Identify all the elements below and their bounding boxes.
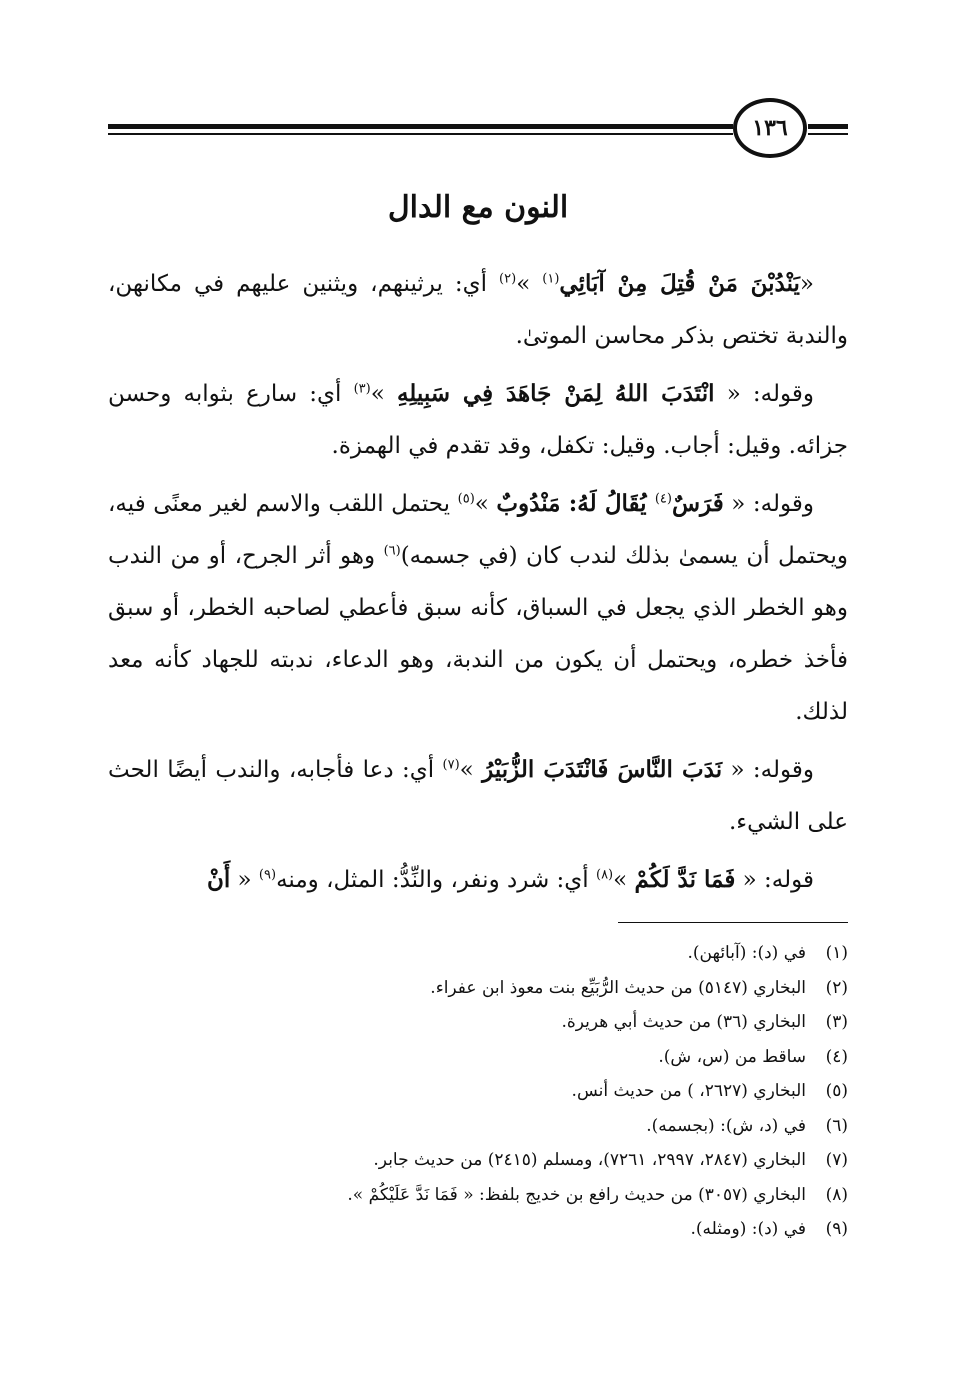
footnote-ref: (٥)	[457, 491, 475, 507]
footnote-ref: (٤)	[654, 491, 672, 507]
hadith-quote: فَمَا نَدَّ لَكُمْ	[634, 866, 736, 893]
footnote-text: البخاري (٣٦) من حديث أبي هريرة.	[561, 1012, 806, 1032]
footnote-ref: (٧)	[442, 757, 460, 773]
commentary-text: أي: شرد ونفر، والنِّدُّ: المثل، ومنه	[276, 867, 596, 893]
commentary-text: وهو أثر الجرح، أو من الندب وهو الخطر الذي يجعل في السباق، كأنه سبق فأعطي لصاحبه الخطر، أو سبق فأخذ خطره، ويحتمل أن يكون من الندبة، وهو الدعاء، ندبته للجهاد كأنه معد لذلك.	[108, 543, 848, 725]
footnote-number: (٨)	[825, 1184, 848, 1205]
footnote-item	[108, 971, 848, 1006]
header-thick-line-right	[808, 124, 848, 129]
footnote-item	[108, 1074, 848, 1109]
commentary-text: وقوله: «	[723, 491, 815, 517]
commentary-text: أي: يرثينهم، ويثنين عليهم في مكانهن، والندبة تختص بذكر محاسن الموتىٰ.	[108, 271, 848, 349]
commentary-text: يحتمل اللقب والاسم لغير معنًى فيه، ويحتمل أن يسمىٰ بذلك لندب كان (في جسمه)	[108, 491, 849, 569]
footnote-item	[108, 1212, 848, 1247]
footnote-text: البخاري (٢٨٤٧، ٢٩٩٧، ٧٢٦١)، ومسلم (٢٤١٥) من حديث جابر.	[373, 1150, 806, 1170]
paragraph	[108, 258, 848, 362]
footnote-number: (١)	[825, 943, 848, 963]
footnote-text: ساقط من (س، ش).	[658, 1046, 806, 1067]
footnote-number: (٩)	[825, 1219, 848, 1239]
footnote-number: (٢)	[825, 977, 848, 998]
commentary-text: «	[230, 867, 259, 893]
commentary-text: »	[474, 491, 497, 517]
commentary-text: أي: دعا فأجابه، والندب أيضًا الحث على الشيء.	[108, 757, 848, 835]
main-text	[108, 258, 848, 912]
footnote-text: في (د، ش): (بجسمه).	[646, 1115, 806, 1136]
chapter-title: النون مع الدال	[387, 190, 569, 225]
hadith-quote: انْتَدَبَ اللهُ لِمَنْ جَاهَدَ فِي سَبِيلِهِ	[396, 380, 715, 407]
commentary-text: »	[370, 381, 397, 407]
footnote-item	[108, 1109, 848, 1144]
footnote-number: (٣)	[825, 1012, 848, 1032]
paragraph	[108, 854, 848, 906]
commentary-text: قوله: «	[735, 867, 814, 893]
footnote-ref: (١)	[542, 271, 560, 287]
hadith-quote: فَرَسٌ	[671, 490, 724, 517]
commentary-text: »	[613, 867, 635, 893]
hadith-quote: يَنْدُبْنَ مَنْ قُتِلَ مِنْ آبَائِي	[559, 270, 800, 297]
commentary-text: وقوله: «	[714, 381, 815, 407]
footnote-text: في (د): (آبائهن).	[687, 943, 806, 963]
commentary-text: »	[459, 757, 483, 783]
footnote-item	[108, 936, 848, 971]
footnote-item	[108, 1005, 848, 1040]
hadith-quote: أَنْ	[206, 866, 231, 893]
paragraph	[108, 478, 848, 738]
footnote-text: البخاري (٣٠٥٧) من حديث رافع بن خديج بلفظ: « فَمَا نَدَّ عَلَيْكُمْ ».	[347, 1184, 806, 1205]
footnote-ref: (٢)	[499, 271, 517, 287]
footnote-text: في (د): (ومثله).	[690, 1219, 806, 1239]
footnote-number: (٦)	[825, 1115, 848, 1136]
footnote-item	[108, 1178, 848, 1213]
footnote-ref: (٨)	[595, 867, 614, 883]
footnote-number: (٧)	[825, 1150, 848, 1170]
footnote-number: (٥)	[825, 1081, 848, 1101]
footnote-ref: (٦)	[383, 543, 401, 559]
commentary-text: أي: سارع بثوابه وحسن جزائه. وقيل: أجاب. وقيل: تكفل، وقد تقدم في الهمزة.	[108, 381, 848, 459]
header-thin-line	[108, 133, 733, 135]
header-thick-line	[108, 124, 733, 129]
header-thin-line-right	[808, 133, 848, 135]
paragraph	[108, 368, 848, 472]
footnote-item	[108, 1143, 848, 1178]
footnote-ref: (٩)	[258, 867, 277, 883]
footnote-ref: (٣)	[353, 381, 371, 397]
footnote-item	[108, 1040, 848, 1075]
hadith-quote: يُقَالُ لَهُ: مَنْدُوبٌ	[496, 490, 655, 517]
footnote-text: البخاري (٥١٤٧) من حديث الرُّبَيِّع بنت معوذ ابن عفراء.	[430, 977, 806, 998]
commentary-text: »	[516, 271, 543, 297]
paragraph	[108, 744, 848, 848]
footnote-divider	[618, 922, 848, 923]
footnotes-list	[108, 936, 848, 1247]
footnote-number: (٤)	[825, 1046, 848, 1067]
commentary-text: «	[799, 271, 814, 297]
commentary-text: وقوله: «	[722, 757, 814, 783]
page-number: ١٣٦	[733, 98, 807, 158]
footnote-text: البخاري (٢٦٢٧، ) من حديث أنس.	[571, 1081, 806, 1101]
hadith-quote: نَدَبَ النَّاسَ فَانْتَدَبَ الزُّبَيْرُ	[482, 756, 723, 783]
